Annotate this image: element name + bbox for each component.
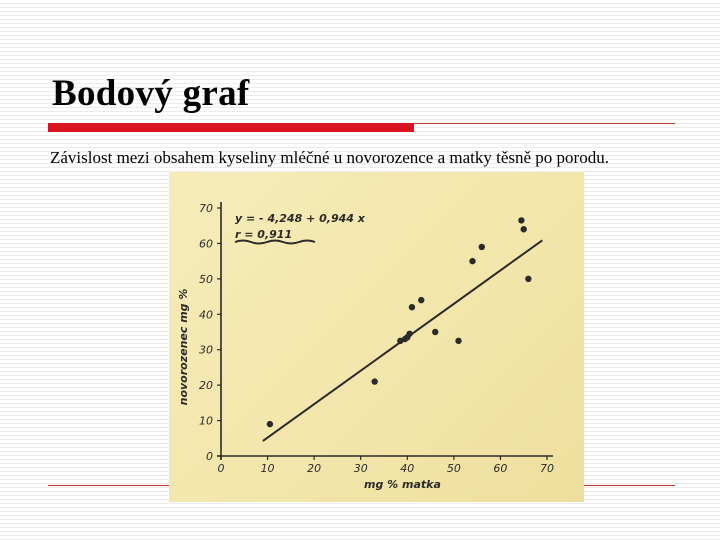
data-point <box>479 244 485 250</box>
scatter-chart-photo <box>169 172 584 502</box>
data-point <box>521 226 527 232</box>
x-tick-label: 50 <box>446 462 461 475</box>
data-point <box>455 338 461 344</box>
footer-line-left <box>48 485 170 486</box>
y-tick-label: 20 <box>199 379 213 393</box>
scatter-chart <box>169 172 584 502</box>
data-point <box>432 329 438 335</box>
y-tick-label: 50 <box>199 272 213 286</box>
data-point <box>418 297 424 303</box>
data-point <box>267 421 273 427</box>
x-tick-label: 70 <box>540 462 554 475</box>
data-point <box>469 258 475 264</box>
data-point <box>371 378 377 384</box>
title-accent-bar <box>48 123 414 132</box>
x-tick-label: 20 <box>307 462 322 475</box>
correlation-coefficient: r = 0,911 <box>235 228 293 241</box>
data-point <box>406 331 412 337</box>
equation-underline <box>235 241 315 244</box>
y-axis-label: novorozenec mg % <box>177 288 190 406</box>
title-underline <box>414 123 675 124</box>
regression-equation: y = - 4,248 + 0,944 x <box>235 212 365 225</box>
x-tick-label: 60 <box>493 462 508 475</box>
y-tick-label: 0 <box>206 450 213 463</box>
slide-body-text: Závislost mezi obsahem kyseliny mléčné u novorozence a matky těsně po porodu. <box>50 148 609 167</box>
y-tick-label: 40 <box>199 308 213 322</box>
data-points <box>267 217 532 427</box>
x-tick-label: 40 <box>400 462 415 475</box>
y-tick-label: 70 <box>199 202 213 215</box>
y-tick-label: 10 <box>199 414 213 428</box>
x-tick-label: 0 <box>217 462 225 475</box>
slide-title: Bodový graf <box>52 73 250 114</box>
y-tick-label: 60 <box>199 237 213 251</box>
x-tick-label: 30 <box>353 462 368 475</box>
data-point <box>518 217 524 223</box>
y-tick-label: 30 <box>199 343 213 357</box>
data-point <box>409 304 415 310</box>
x-axis-label: mg % matka <box>364 478 441 491</box>
data-point <box>525 276 531 282</box>
footer-line-right <box>583 485 675 486</box>
x-tick-label: 10 <box>260 462 275 475</box>
